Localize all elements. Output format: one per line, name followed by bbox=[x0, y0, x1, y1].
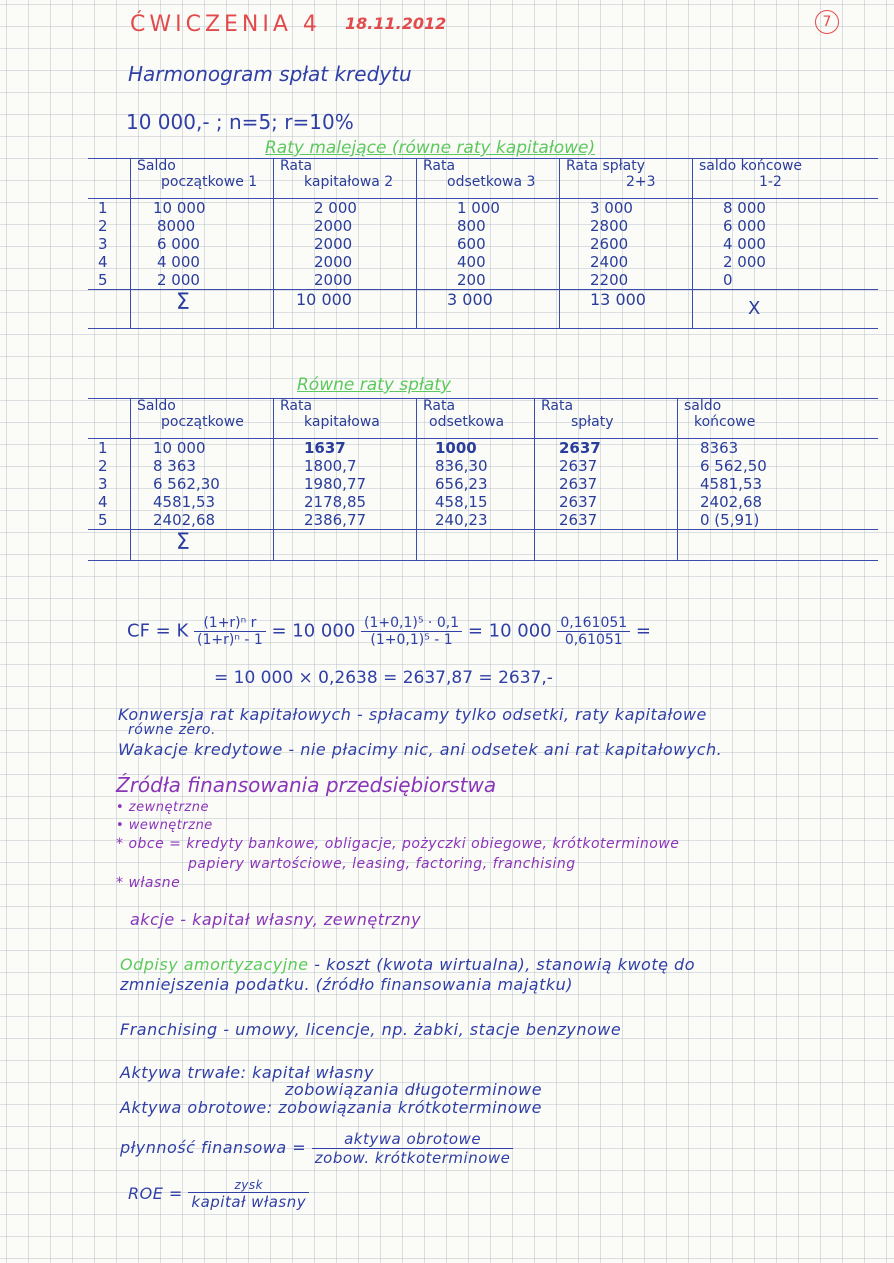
cell-kapital: 2000 bbox=[274, 271, 417, 290]
table-sum-row bbox=[88, 530, 878, 561]
cell-kapital: 2 000 bbox=[274, 199, 417, 218]
zrodla-wlasne: * własne bbox=[116, 875, 181, 891]
zrodla-item-wewnetrzne: • wewnętrzne bbox=[116, 818, 213, 833]
table-row bbox=[88, 511, 878, 530]
row-number: 3 bbox=[98, 235, 108, 253]
table-header-cell bbox=[88, 158, 131, 199]
note-wakacje: Wakacje kredytowe - nie płacimy nic, ani odsetek ani rat kapitałowych. bbox=[118, 740, 723, 759]
heading-zrodla: Źródła finansowania przedsiębiorstwa bbox=[116, 773, 497, 797]
table-header-cell: Rata kapitałowa 2 bbox=[274, 158, 417, 199]
odpisy-text: - koszt (kwota wirtualna), stanowią kwotę do bbox=[314, 955, 695, 974]
table-header-cell bbox=[88, 398, 131, 439]
cell-splata: 2200 bbox=[560, 271, 693, 290]
page-number: 7 bbox=[815, 10, 839, 34]
cell-splata: 2637 bbox=[535, 475, 678, 493]
cell-saldo: 2402,68 bbox=[131, 511, 274, 530]
table-header-cell: saldo końcowe bbox=[678, 398, 879, 439]
note-konwersja-cont: równe zero. bbox=[128, 722, 216, 738]
table-header-cell: Rata spłaty 2+3 bbox=[560, 158, 693, 199]
table-header-cell: Rata odsetkowa 3 bbox=[417, 158, 560, 199]
page-date: 18.11.2012 bbox=[345, 14, 447, 33]
row-number: 4 bbox=[98, 253, 108, 271]
table-header-row bbox=[88, 158, 878, 199]
sum-spacer bbox=[88, 290, 131, 329]
cell-koniec: 0 bbox=[693, 271, 879, 290]
cell-saldo: 2 000 bbox=[131, 271, 274, 290]
zrodla-item-zewnetrzne: • zewnętrzne bbox=[116, 800, 209, 815]
sum-kapital: 10 000 bbox=[274, 290, 417, 329]
roe-fraction: $\frac{\text{zysk}}{\text{kapitał własny}}$ bbox=[188, 1178, 309, 1211]
note-franchising: Franchising - umowy, licencje, np. żabki, stacje benzynowe bbox=[120, 1020, 622, 1039]
cell-koniec: 2402,68 bbox=[678, 493, 879, 511]
cf-formula bbox=[127, 615, 651, 648]
formula-lhs: CF = K bbox=[127, 620, 189, 642]
formula-eq3: = bbox=[635, 620, 651, 642]
table-header-row bbox=[88, 398, 878, 439]
cell-koniec: 8 000 bbox=[693, 199, 879, 218]
cell-saldo: 6 562,30 bbox=[131, 475, 274, 493]
sum-koniec: X bbox=[693, 290, 879, 329]
table-header-cell: Rata odsetkowa bbox=[417, 398, 535, 439]
note-konwersja: Konwersja rat kapitałowych - spłacamy tylko odsetki, raty kapitałowe bbox=[118, 705, 707, 724]
row-number: 5 bbox=[88, 511, 131, 530]
cell-koniec: 0 (5,91) bbox=[678, 511, 879, 530]
cell-koniec: 2 000 bbox=[693, 253, 879, 271]
table-row bbox=[88, 253, 878, 271]
sum-kapital bbox=[274, 530, 417, 561]
plynnosc-fraction: $\frac{\text{aktywa obrotowe}}{\text{zobow. krótkoterminowe}}$ bbox=[312, 1130, 514, 1167]
sum-koniec bbox=[678, 530, 879, 561]
fraction-numeric: $\frac{0,161051}{0,61051}$ bbox=[557, 615, 630, 648]
sum-splata: 13 000 bbox=[560, 290, 693, 329]
cell-odsetki: 240,23 bbox=[417, 511, 535, 530]
table-row bbox=[88, 199, 878, 218]
plynnosc-lhs: płynność finansowa = bbox=[120, 1138, 307, 1157]
cell-splata: 2637 bbox=[535, 493, 678, 511]
cell-kapital: 1800,7 bbox=[274, 457, 417, 475]
cell-odsetki: 836,30 bbox=[417, 457, 535, 475]
table-equal-installments bbox=[88, 398, 878, 561]
cell-saldo: 8 363 bbox=[131, 457, 274, 475]
note-akcje: akcje - kapitał własny, zewnętrzny bbox=[130, 910, 422, 929]
table-row bbox=[88, 439, 878, 458]
cell-kapital: 1980,77 bbox=[274, 475, 417, 493]
formula-eq2: = 10 000 bbox=[467, 620, 552, 642]
zrodla-obce: * obce = kredyty bankowe, obligacje, pożyczki obiegowe, krótkoterminowe bbox=[116, 836, 680, 852]
note-odpisy bbox=[120, 955, 695, 974]
cell-koniec: 6 562,50 bbox=[678, 457, 879, 475]
table-row bbox=[88, 271, 878, 290]
note-roe bbox=[128, 1178, 309, 1211]
cell-koniec: 4581,53 bbox=[678, 475, 879, 493]
cell-kapital: 1637 bbox=[274, 439, 417, 458]
table-row bbox=[88, 457, 878, 475]
cf-result: = 10 000 × 0,2638 = 2637,87 = 2637,- bbox=[214, 668, 553, 688]
cell-kapital: 2178,85 bbox=[274, 493, 417, 511]
cell-kapital: 2000 bbox=[274, 235, 417, 253]
fraction-substituted: $\frac{\text{(1+0,1)⁵ · 0,1}}{\text{(1+0,1)⁵ - 1}}$ bbox=[361, 615, 462, 648]
note-plynnosc bbox=[120, 1130, 513, 1167]
cell-odsetki: 200 bbox=[417, 271, 560, 290]
zrodla-obce-cont: papiery wartościowe, leasing, factoring, franchising bbox=[188, 856, 576, 872]
cell-odsetki: 600 bbox=[417, 235, 560, 253]
cell-koniec: 8363 bbox=[678, 439, 879, 458]
note-aktywa-obrotowe: Aktywa obrotowe: zobowiązania krótkoterminowe bbox=[120, 1098, 542, 1117]
cell-splata: 2800 bbox=[560, 217, 693, 235]
cell-odsetki: 656,23 bbox=[417, 475, 535, 493]
cell-splata: 2600 bbox=[560, 235, 693, 253]
odpisy-label: Odpisy amortyzacyjne bbox=[120, 955, 309, 974]
row-number: 3 bbox=[98, 475, 108, 493]
row-number: 1 bbox=[98, 439, 108, 457]
note-aktywa-trwale: Aktywa trwałe: kapitał własny bbox=[120, 1063, 374, 1082]
cell-saldo: 4581,53 bbox=[131, 493, 274, 511]
sum-symbol: Σ bbox=[131, 530, 274, 561]
row-number: 2 bbox=[98, 457, 108, 475]
section-subtitle: Harmonogram spłat kredytu bbox=[128, 62, 412, 86]
sum-spacer bbox=[88, 530, 131, 561]
sum-odsetki: 3 000 bbox=[417, 290, 560, 329]
cell-koniec: 6 000 bbox=[693, 217, 879, 235]
cell-kapital: 2000 bbox=[274, 217, 417, 235]
cell-saldo: 10 000 bbox=[131, 199, 274, 218]
cell-odsetki: 800 bbox=[417, 217, 560, 235]
cell-splata: 2400 bbox=[560, 253, 693, 271]
table-row bbox=[88, 493, 878, 511]
cell-splata: 2637 bbox=[535, 511, 678, 530]
row-number: 4 bbox=[98, 493, 108, 511]
cell-odsetki: 1000 bbox=[417, 439, 535, 458]
cell-koniec: 4 000 bbox=[693, 235, 879, 253]
note-odpisy-cont: zmniejszenia podatku. (źródło finansowania majątku) bbox=[120, 975, 574, 994]
row-number: 5 bbox=[88, 271, 131, 290]
table-decreasing-installments bbox=[88, 158, 878, 329]
row-number: 1 bbox=[98, 199, 108, 217]
table2-caption: Równe raty spłaty bbox=[297, 375, 451, 395]
roe-lhs: ROE = bbox=[128, 1184, 183, 1203]
sum-symbol: Σ bbox=[131, 290, 274, 329]
fraction-general: $\frac{\text{(1+r)ⁿ r}}{\text{(1+r)ⁿ - 1}}$ bbox=[194, 615, 266, 648]
cell-saldo: 6 000 bbox=[131, 235, 274, 253]
sum-odsetki bbox=[417, 530, 535, 561]
page-title: ĆWICZENIA 4 bbox=[130, 12, 321, 37]
table-row bbox=[88, 475, 878, 493]
cell-kapital: 2000 bbox=[274, 253, 417, 271]
table1-caption: Raty malejące (równe raty kapitałowe) bbox=[265, 138, 596, 158]
cell-splata: 2637 bbox=[535, 457, 678, 475]
table-row bbox=[88, 217, 878, 235]
cell-odsetki: 458,15 bbox=[417, 493, 535, 511]
sum-splata bbox=[535, 530, 678, 561]
cell-kapital: 2386,77 bbox=[274, 511, 417, 530]
cell-saldo: 10 000 bbox=[131, 439, 274, 458]
cell-odsetki: 1 000 bbox=[417, 199, 560, 218]
loan-parameters: 10 000,- ; n=5; r=10% bbox=[126, 110, 354, 134]
table-sum-row bbox=[88, 290, 878, 329]
table-header-cell: Saldo początkowe 1 bbox=[131, 158, 274, 199]
cell-saldo: 4 000 bbox=[131, 253, 274, 271]
table-header-cell: Rata kapitałowa bbox=[274, 398, 417, 439]
cell-saldo: 8000 bbox=[131, 217, 274, 235]
table-header-cell: Rata spłaty bbox=[535, 398, 678, 439]
cell-splata: 2637 bbox=[535, 439, 678, 458]
table-row bbox=[88, 235, 878, 253]
formula-eq1: = 10 000 bbox=[271, 620, 356, 642]
cell-splata: 3 000 bbox=[560, 199, 693, 218]
note-aktywa-trwale-cont: zobowiązania długoterminowe bbox=[285, 1080, 543, 1099]
row-number: 2 bbox=[98, 217, 108, 235]
table-header-cell: saldo końcowe 1-2 bbox=[693, 158, 879, 199]
cell-odsetki: 400 bbox=[417, 253, 560, 271]
table-header-cell: Saldo początkowe bbox=[131, 398, 274, 439]
